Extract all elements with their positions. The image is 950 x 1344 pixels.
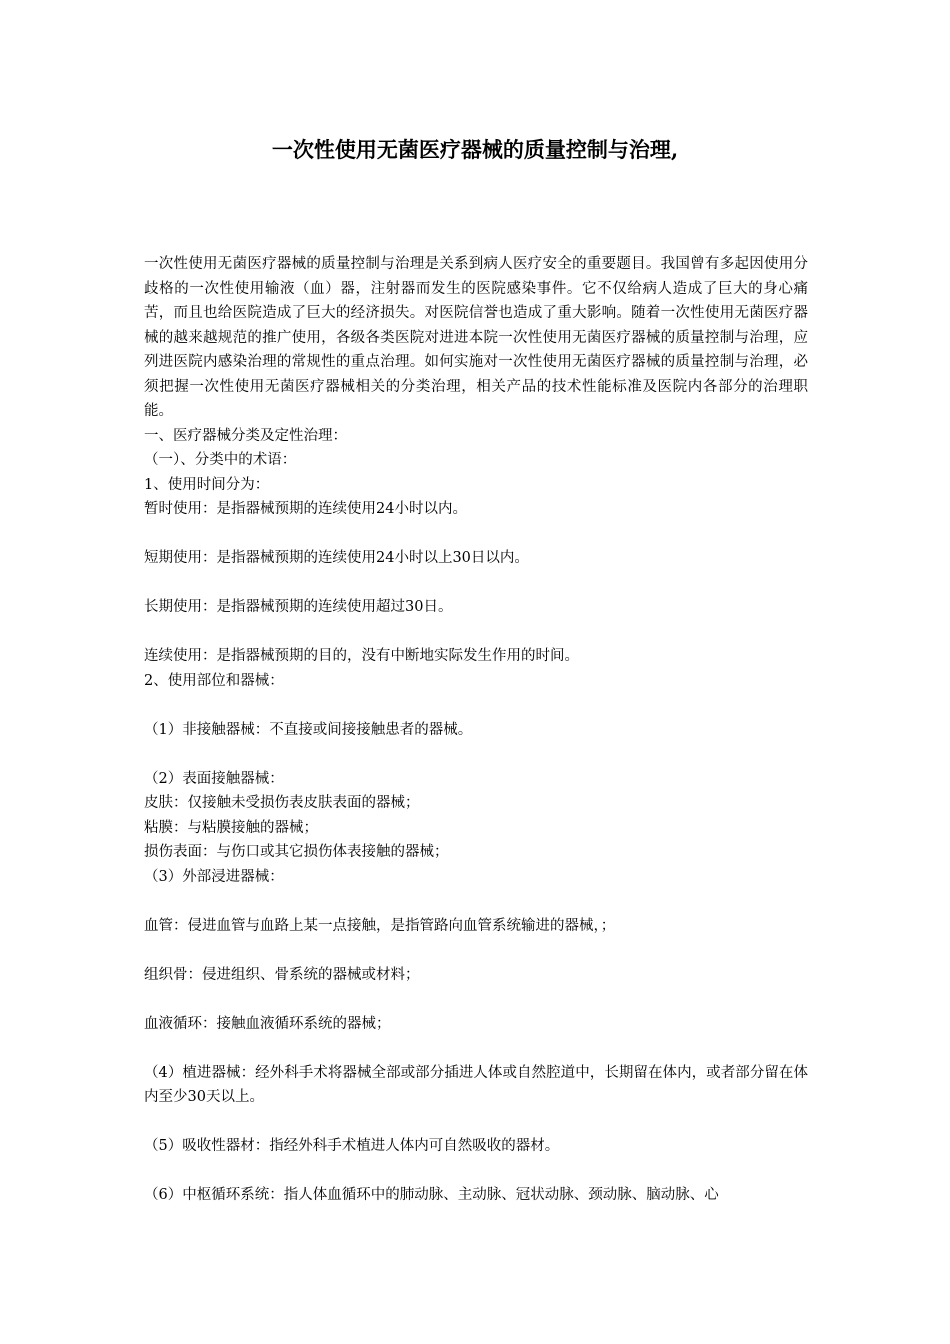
- blank-line: [144, 693, 808, 718]
- definition-short-term-use: 短期使用：是指器械预期的连续使用24小时以上30日以内。: [144, 550, 529, 566]
- blank-line: [144, 1110, 808, 1135]
- definition-non-contact: （1）非接触器械：不直接或间接接触患者的器械。: [144, 721, 473, 738]
- blank-line: [144, 620, 808, 645]
- definition-temporary-use: 暂时使用：是指器械预期的连续使用24小时以内。: [144, 501, 467, 517]
- definition-implant: （4）植进器械：经外科手术将器械全部或部分插进人体或自然腔道中，长期留在体内，或者部分留在体内至少30天以上。: [144, 1064, 808, 1105]
- document-title: 一次性使用无菌医疗器械的质量控制与治理,: [271, 137, 679, 162]
- blank-line: [144, 571, 808, 596]
- definition-mucosa: 粘膜：与粘膜接触的器械；: [144, 819, 318, 836]
- blank-line: [144, 938, 808, 963]
- blank-line: [144, 522, 808, 547]
- item-heading: 1、使用时间分为：: [144, 476, 270, 493]
- blank-line: [144, 742, 808, 767]
- definition-surface-contact: （2）表面接触器械：: [144, 770, 284, 787]
- definition-absorbable: （5）吸收性器材：指经外科手术植进人体内可自然吸收的器材。: [144, 1138, 560, 1154]
- blank-line: [144, 987, 808, 1012]
- definition-external-invasive: （3）外部浸进器械：: [144, 868, 284, 885]
- definition-blood-circulation: 血液循环：接触血液循环系统的器械；: [144, 1015, 391, 1032]
- blank-line: [144, 889, 808, 914]
- definition-central-circulation: （6）中枢循环系统：指人体血循环中的肺动脉、主动脉、冠状动脉、颈动脉、脑动脉、心: [144, 1187, 719, 1203]
- intro-paragraph: 一次性使用无菌医疗器械的质量控制与治理是关系到病人医疗安全的重要题目。我国曾有多起因使用分歧格的一次性使用输液（血）器，注射器而发生的医院感染事件。它不仅给病人造成了巨大的身心痛苦，而且也给医院造成了巨大的经济损失。对医院信誉也造成了重大影响。随着一次性使用无菌医疗器械的越来越规范的推广使用，各级各类医院对进进本院一次性使用无菌医疗器械的质量控制与治理，应列进医院内感染治理的常规性的重点治理。如何实施对一次性使用无菌医疗器械的质量控制与治理，必须把握一次性使用无菌医疗器械相关的分类治理，相关产品的技术性能标准及医院内各部分的治理职能。: [144, 256, 808, 419]
- definition-blood-vessel: 血管：侵进血管与血路上某一点接触，是指管路向血管系统输进的器械，；: [144, 917, 616, 934]
- subsection-heading: （一）、分类中的术语：: [144, 452, 297, 468]
- definition-continuous-use: 连续使用：是指器械预期的目的，没有中断地实际发生作用的时间。: [144, 648, 579, 664]
- definition-long-term-use: 长期使用：是指器械预期的连续使用超过30日。: [144, 599, 453, 615]
- blank-line: [144, 1036, 808, 1061]
- definition-tissue-bone: 组织骨：侵进组织、骨系统的器械或材料；: [144, 966, 420, 983]
- item-heading: 2、使用部位和器械：: [144, 672, 284, 689]
- definition-damaged-surface: 损伤表面：与伤口或其它损伤体表接触的器械；: [144, 844, 449, 860]
- section-heading: 一、医疗器械分类及定性治理：: [144, 427, 347, 444]
- blank-line: [144, 1159, 808, 1184]
- document-body: [144, 252, 808, 1208]
- definition-skin: 皮肤：仅接触未受损伤表皮肤表面的器械；: [144, 795, 420, 811]
